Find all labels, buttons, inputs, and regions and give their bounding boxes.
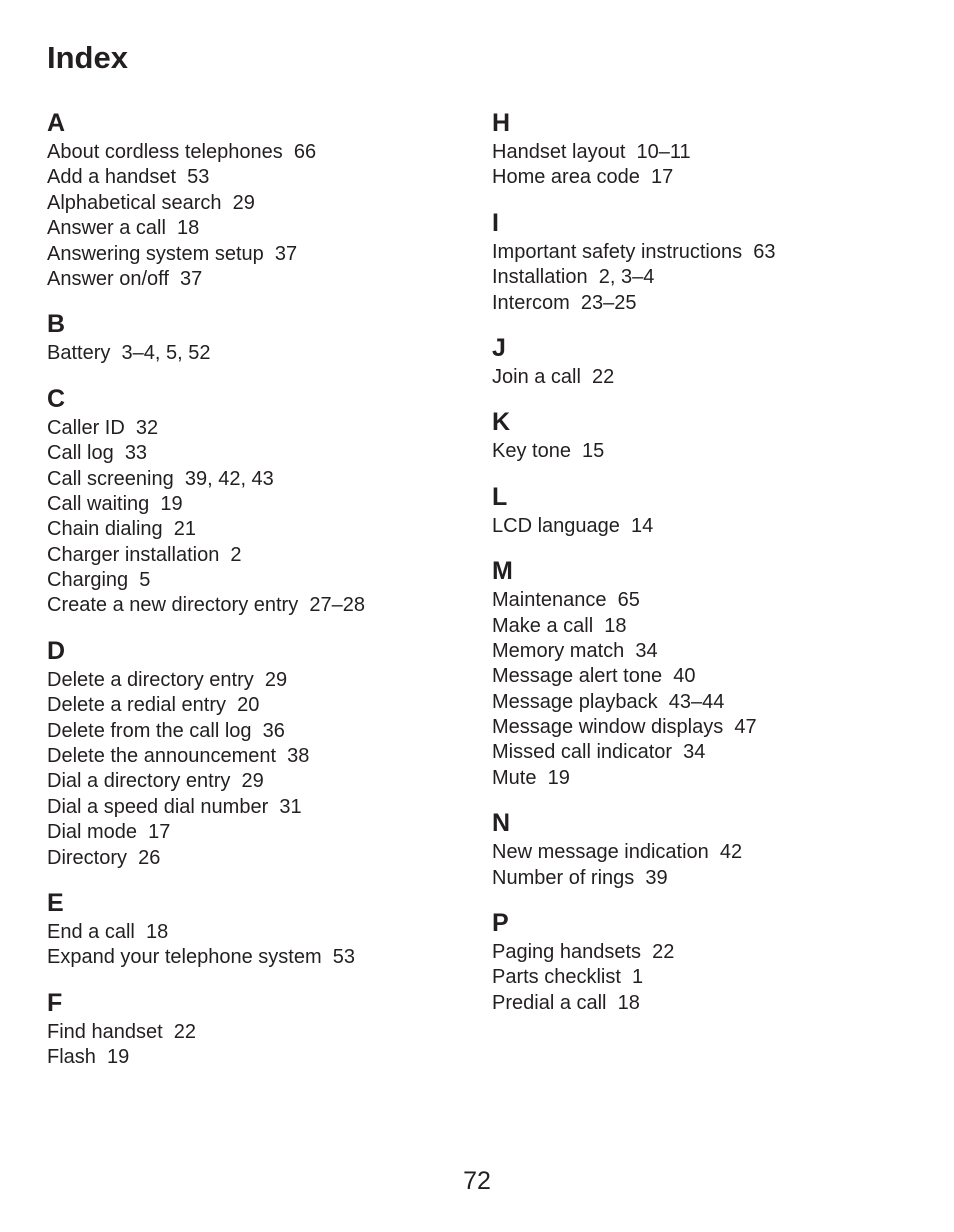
index-entry: Directory 26 xyxy=(47,846,161,869)
index-entry: Key tone 15 xyxy=(492,440,605,463)
index-entry: Delete a redial entry 20 xyxy=(47,694,260,717)
index-entry: Battery 3–4, 5, 52 xyxy=(47,342,211,365)
section-letter: J xyxy=(492,333,506,362)
index-section-k xyxy=(492,406,912,464)
index-entry: Create a new directory entry 27–28 xyxy=(47,594,365,617)
index-entry: Parts checklist 1 xyxy=(492,966,644,989)
index-entry: Call screening 39, 42, 43 xyxy=(47,467,274,490)
index-entry: Add a handset 53 xyxy=(47,166,210,189)
index-section-h xyxy=(492,107,912,191)
section-letter: N xyxy=(492,809,511,838)
index-section-j xyxy=(492,332,912,390)
index-entry: Alphabetical search 29 xyxy=(47,191,255,214)
section-letter: H xyxy=(492,109,511,137)
index-entry: Paging handsets 22 xyxy=(492,941,675,964)
index-entry: Memory match 34 xyxy=(492,639,658,662)
index-entry: Call waiting 19 xyxy=(47,492,183,515)
section-letter: I xyxy=(492,208,499,237)
index-entry: Flash 19 xyxy=(47,1046,130,1069)
index-section-m xyxy=(492,555,912,791)
index-entry: Mute 19 xyxy=(492,766,570,789)
index-entry: Message alert tone 40 xyxy=(492,665,696,688)
index-entry: Maintenance 65 xyxy=(492,589,640,612)
index-entry: Delete from the call log 36 xyxy=(47,719,285,742)
index-entry: Find handset 22 xyxy=(47,1020,196,1043)
index-entry: Answering system setup 37 xyxy=(47,242,298,265)
section-letter: M xyxy=(492,557,513,586)
page-number: 72 xyxy=(463,1167,491,1195)
index-entry: Message playback 43–44 xyxy=(492,690,725,713)
index-entry: Charging 5 xyxy=(47,569,151,592)
index-section-b xyxy=(47,308,467,366)
index-section-a xyxy=(47,107,467,292)
index-entry: Number of rings 39 xyxy=(492,866,668,889)
index-entry: End a call 18 xyxy=(47,920,169,943)
index-entry: About cordless telephones 66 xyxy=(47,141,317,163)
index-entry: Delete a directory entry 29 xyxy=(47,668,288,691)
index-entry: Dial a directory entry 29 xyxy=(47,770,264,793)
section-letter: K xyxy=(492,408,511,437)
index-entry: Important safety instructions 63 xyxy=(492,240,776,263)
section-letter: C xyxy=(47,384,66,413)
index-entry: Dial mode 17 xyxy=(47,821,171,844)
index-entry: Join a call 22 xyxy=(492,365,615,388)
index-section-d xyxy=(47,635,467,871)
index-entry: Installation 2, 3–4 xyxy=(492,266,655,289)
index-entry: Handset layout 10–11 xyxy=(492,141,691,163)
section-letter: B xyxy=(47,310,66,339)
index-entry: Answer a call 18 xyxy=(47,217,200,240)
index-entry: Chain dialing 21 xyxy=(47,518,196,541)
index-section-n xyxy=(492,807,912,891)
index-section-f xyxy=(47,987,467,1071)
index-entry: Message window displays 47 xyxy=(492,716,757,739)
index-entry: New message indication 42 xyxy=(492,841,743,864)
section-letter: D xyxy=(47,636,66,665)
index-entry: Dial a speed dial number 31 xyxy=(47,795,302,818)
index-section-p xyxy=(492,907,912,1016)
index-section-i xyxy=(492,207,912,316)
index-section-c xyxy=(47,383,467,619)
index-entry: Home area code 17 xyxy=(492,166,674,189)
index-entry: Caller ID 32 xyxy=(47,416,159,439)
section-letter: F xyxy=(47,988,63,1017)
index-entry: Predial a call 18 xyxy=(492,991,640,1014)
section-letter: E xyxy=(47,888,64,917)
index-section-e xyxy=(47,887,467,971)
index-entry: Make a call 18 xyxy=(492,614,627,637)
page-title: Index xyxy=(47,40,128,75)
index-section-l xyxy=(492,481,912,539)
index-entry: Expand your telephone system 53 xyxy=(47,946,355,969)
section-letter: L xyxy=(492,482,508,511)
section-letter: A xyxy=(47,109,66,137)
index-entry: LCD language 14 xyxy=(492,514,654,537)
index-column-right xyxy=(492,107,912,1032)
index-entry: Answer on/off 37 xyxy=(47,267,203,290)
index-entry: Call log 33 xyxy=(47,442,148,465)
index-entry: Missed call indicator 34 xyxy=(492,741,706,764)
index-entry: Intercom 23–25 xyxy=(492,291,637,314)
index-entry: Charger installation 2 xyxy=(47,543,242,566)
index-column-left xyxy=(47,107,467,1087)
index-entry: Delete the announcement 38 xyxy=(47,745,310,768)
section-letter: P xyxy=(492,909,509,938)
